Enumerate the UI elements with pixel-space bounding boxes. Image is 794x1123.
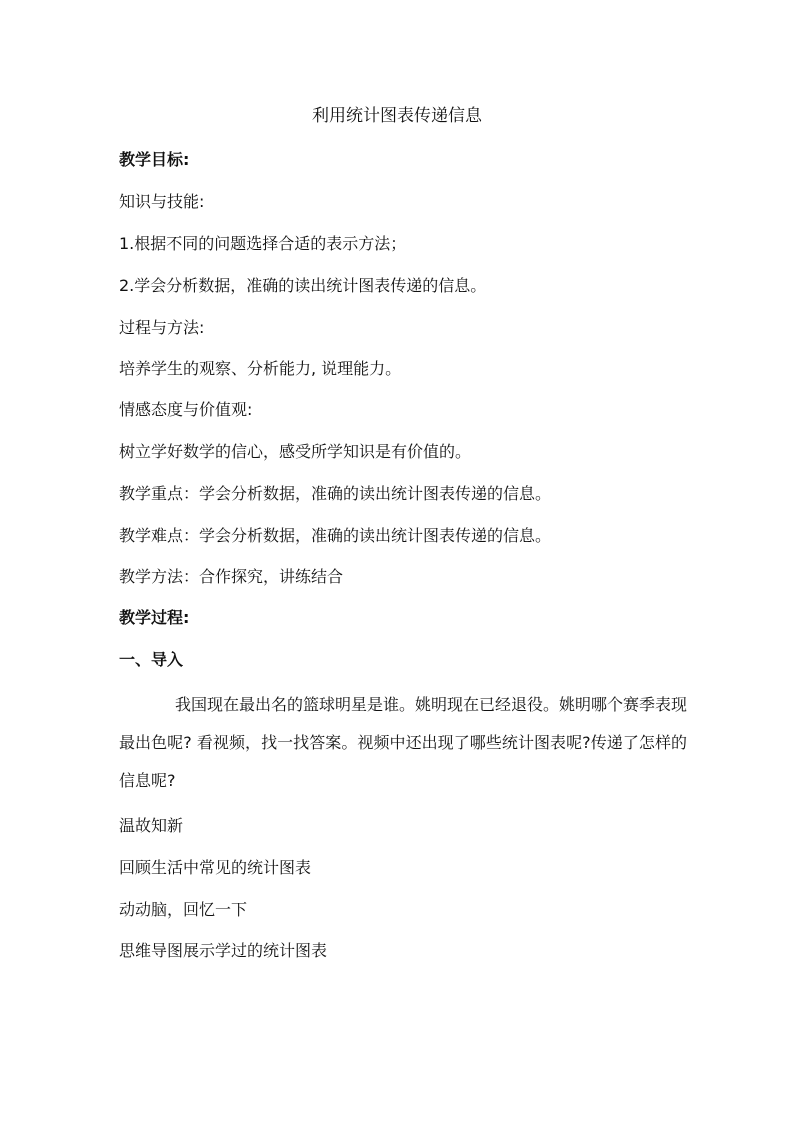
knowledge-item-2: 2.学会分析数据，准确的读出统计图表传递的信息。 (119, 276, 487, 295)
difficulty: 教学难点：学会分析数据，准确的读出统计图表传递的信息。 (119, 526, 552, 545)
review-line-1: 温故知新 (119, 816, 184, 835)
document-title: 利用统计图表传递信息 (312, 106, 482, 126)
review-line-4: 思维导图展示学过的统计图表 (119, 941, 328, 960)
teaching-method: 教学方法：合作探究，讲练结合 (119, 567, 344, 586)
process-text: 培养学生的观察、分析能力, 说理能力。 (119, 359, 402, 378)
review-line-2: 回顾生活中常见的统计图表 (119, 858, 312, 877)
review-line-3: 动动脑，回忆一下 (119, 900, 248, 919)
intro-heading: 一、导入 (119, 650, 184, 669)
key-point: 教学重点：学会分析数据，准确的读出统计图表传递的信息。 (119, 484, 552, 503)
process-section-heading: 教学过程: (119, 608, 190, 627)
knowledge-item-1: 1.根据不同的问题选择合适的表示方法； (119, 234, 407, 253)
emotion-heading: 情感态度与价值观: (119, 400, 253, 419)
knowledge-heading: 知识与技能: (119, 192, 205, 211)
process-heading: 过程与方法: (119, 318, 205, 337)
emotion-text: 树立学好数学的信心，感受所学知识是有价值的。 (119, 442, 472, 461)
objectives-heading: 教学目标: (119, 150, 190, 169)
intro-paragraph: 我国现在最出名的篮球明星是谁。姚明现在已经退役。姚明哪个赛季表现最出色呢? 看视频，找一找答案。视频中还出现了哪些统计图表呢?传递了怎样的信息呢? (119, 695, 688, 790)
